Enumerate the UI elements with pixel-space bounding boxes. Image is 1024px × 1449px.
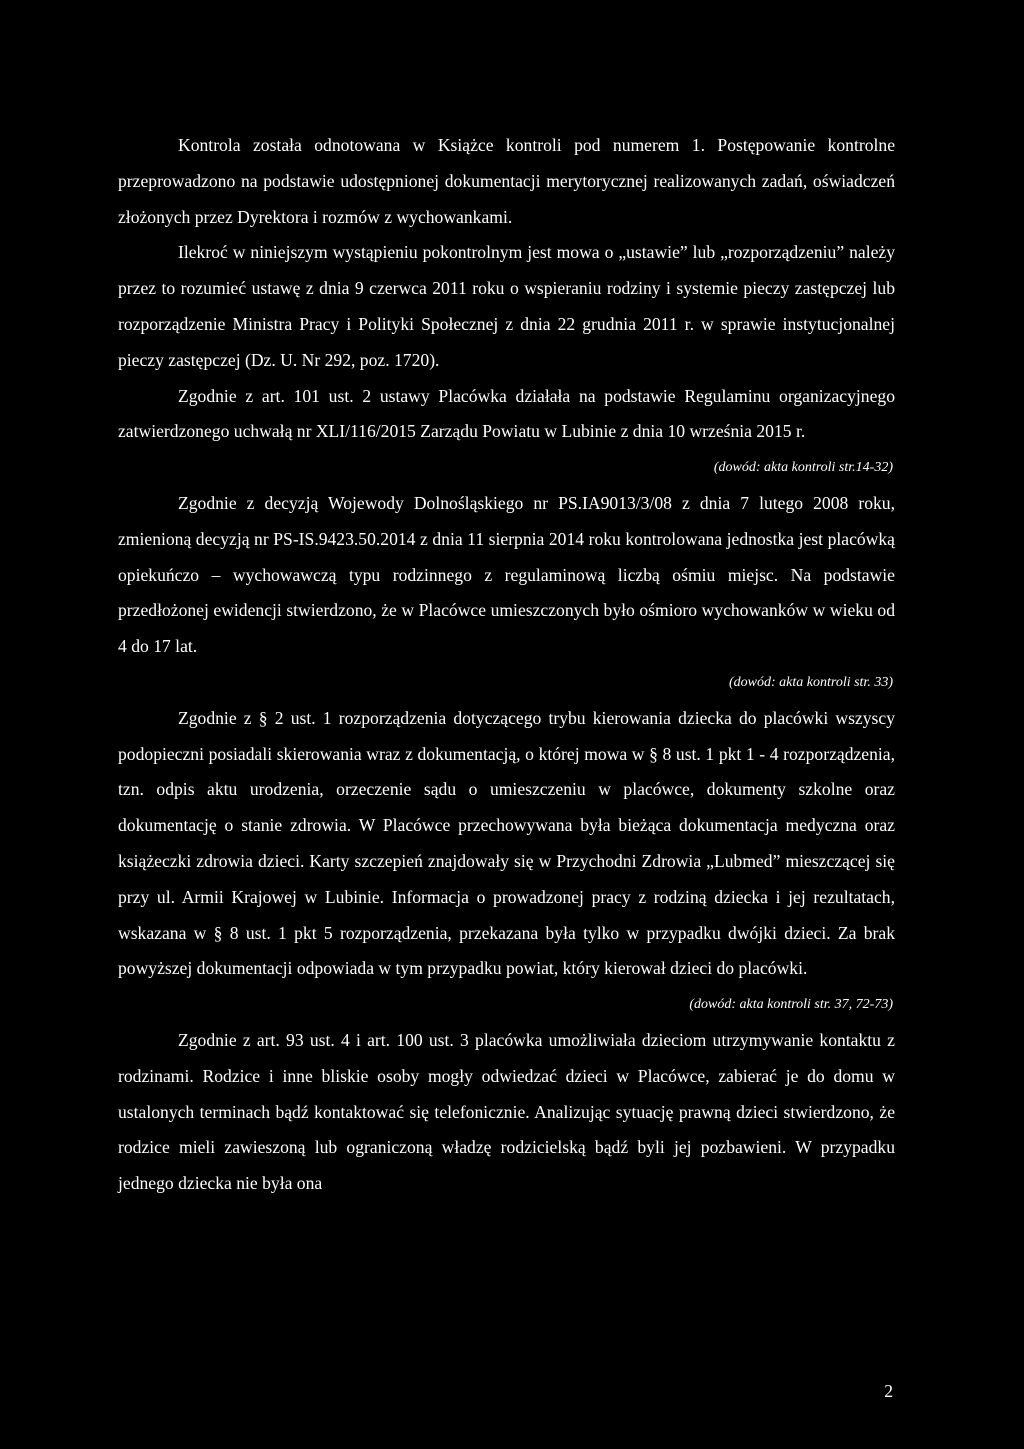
page-number: 2 bbox=[884, 1381, 893, 1401]
paragraph-skierowania: Zgodnie z § 2 ust. 1 rozporządzenia dotyczącego trybu kierowania dziecka do placówki wszyscy podopieczni posiadali skierowania wraz z dokumentacją, o której mowa w § 8 ust. 1 pkt 1 - 4 rozporządzenia, tzn. odpis aktu urodzenia, orzeczenie sądu o umieszczeniu w placówce, dokumenty szkolne oraz dokumentację o stanie zdrowia. W Placówce przechowywana była bieżąca dokumentacja medyczna oraz książeczki zdrowia dzieci. Karty szczepień znajdowały się w Przychodni Zdrowia „Lubmed” mieszczącej się przy ul. Armii Krajowej w Lubinie. Informacja o prowadzonej pracy z rodziną dziecka i jej rezultatach, wskazana w § 8 ust. 1 pkt 5 rozporządzenia, przekazana była tylko w przypadku dwójki dzieci. Za brak powyższej dokumentacji odpowiada w tym przypadku powiat, który kierował dzieci do placówki. bbox=[118, 707, 895, 979]
evidence-reference: (dowód: akta kontroli str.14-32) bbox=[713, 460, 893, 476]
paragraph-regulamin: Zgodnie z art. 101 ust. 2 ustawy Placówka działała na podstawie Regulaminu organizacyjnego zatwierdzonego uchwałą nr XLI/116/2015 Zarządu Powiatu w Lubinie z dnia 10 września 2015 r. bbox=[118, 385, 895, 442]
evidence-reference: (dowód: akta kontroli str. 37, 72-73) bbox=[689, 997, 893, 1013]
paragraph-kontakty: Zgodnie z art. 93 ust. 4 i art. 100 ust. 3 placówka umożliwiała dzieciom utrzymywanie kontaktu z rodzinami. Rodzice i inne bliskie osoby mogły odwiedzać dzieci w Placówce, zabierać je do domu w ustalonych terminach bądź kontaktować się telefonicznie. Analizując sytuację prawną dzieci stwierdzono, że rodzice mieli zawieszoną lub ograniczoną władzę rodzicielską bądź byli jej pozbawieni. W przypadku jednego dziecka nie była ona bbox=[118, 1029, 895, 1194]
paragraph-decyzja: Zgodnie z decyzją Wojewody Dolnośląskiego nr PS.IA9013/3/08 z dnia 7 lutego 2008 roku, zmienioną decyzją nr PS-IS.9423.50.2014 z dnia 11 sierpnia 2014 roku kontrolowana jednostka jest placówką opiekuńczo – wychowawczą typu rodzinnego z regulaminową liczbą ośmiu miejsc. Na podstawie przedłożonej ewidencji stwierdzono, że w Placówce umieszczonych było ośmioro wychowanków w wieku od 4 do 17 lat. bbox=[118, 492, 895, 657]
paragraph-definitions: Ilekroć w niniejszym wystąpieniu pokontrolnym jest mowa o „ustawie” lub „rozporządzeniu” należy przez to rozumieć ustawę z dnia 9 czerwca 2011 roku o wspieraniu rodziny i systemie pieczy zastępczej lub rozporządzenie Ministra Pracy i Polityki Społecznej z dnia 22 grudnia 2011 r. w sprawie instytucjonalnej pieczy zastępczej (Dz. U. Nr 292, poz. 1720). bbox=[118, 242, 895, 370]
document-body bbox=[118, 128, 895, 1202]
paragraph-kontrola: Kontrola została odnotowana w Książce kontroli pod numerem 1. Postępowanie kontrolne przeprowadzono na podstawie udostępnionej dokumentacji merytorycznej realizowanych zadań, oświadczeń złożonych przez Dyrektora i rozmów z wychowankami. bbox=[118, 135, 895, 227]
evidence-reference: (dowód: akta kontroli str. 33) bbox=[729, 674, 893, 690]
